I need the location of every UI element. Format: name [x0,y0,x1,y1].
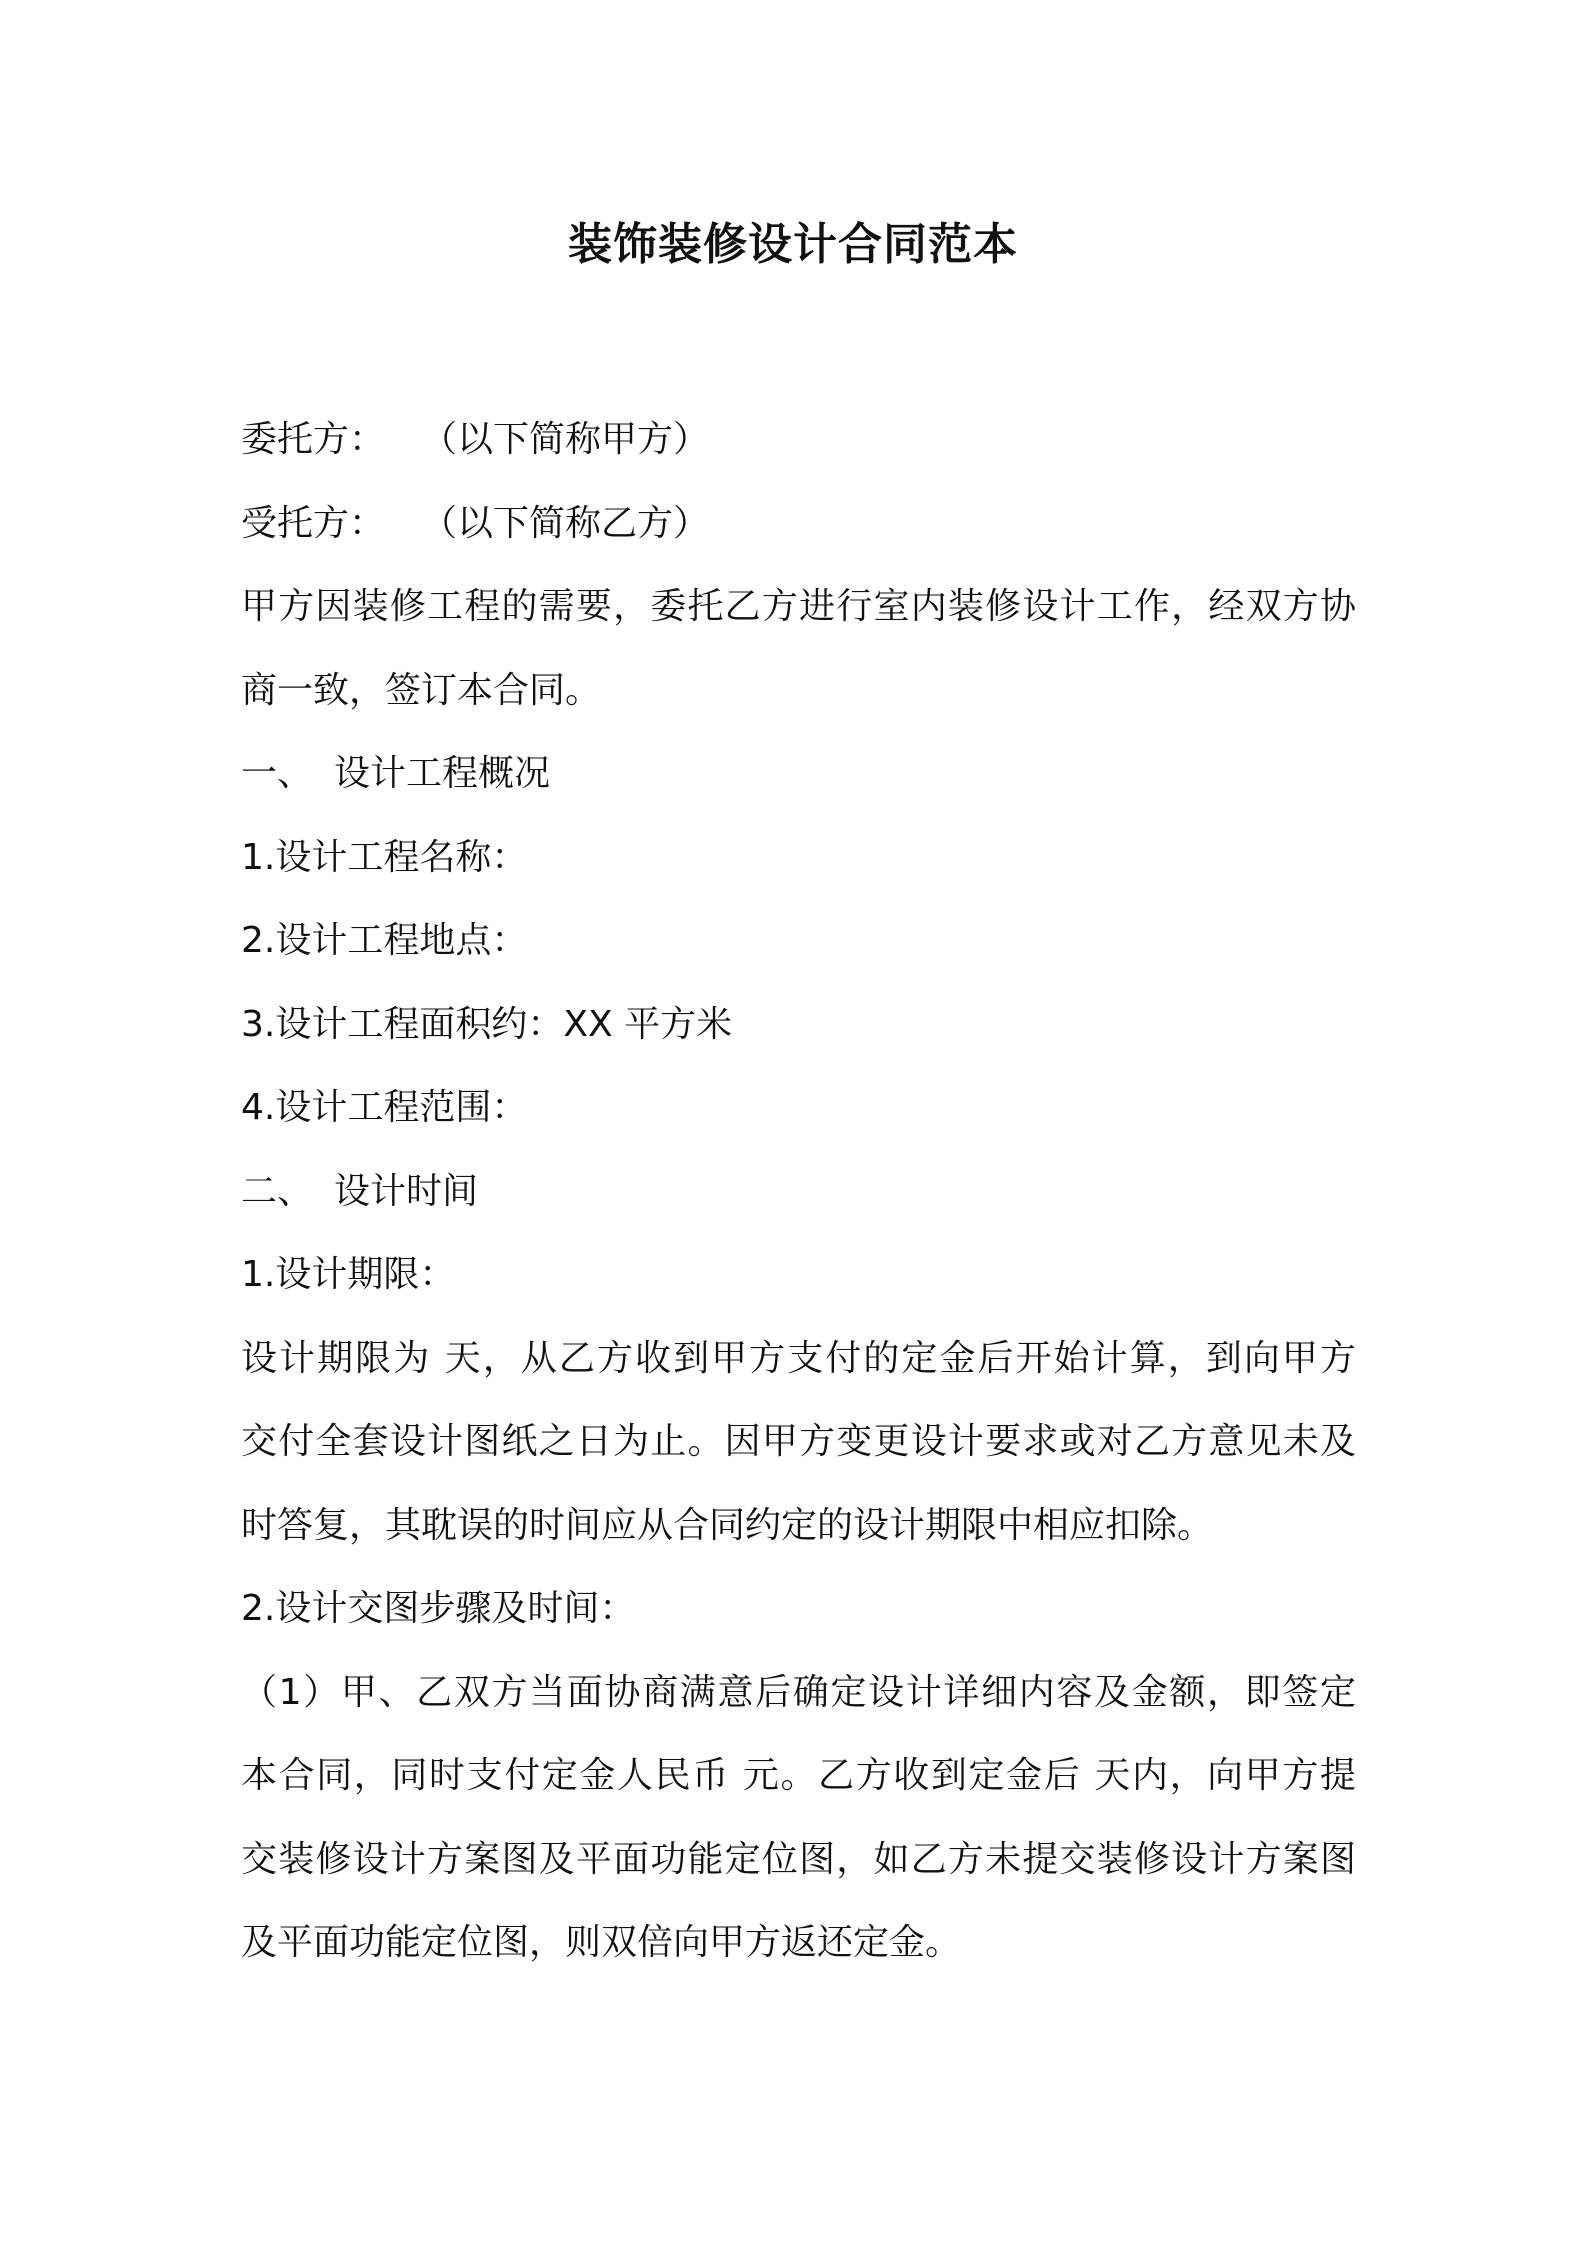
paragraph-1-line: 交付全套设计图纸之日为止。因甲方变更设计要求或对乙方意见未及 [241,1421,1356,1462]
section-1-item: 2.设计工程地点： [241,920,528,961]
section-2-heading [241,1150,1356,1234]
paragraph-1-line: 设计期限为 天，从乙方收到甲方支付的定金后开始计算，到向甲方 [241,1337,1356,1379]
intro-line-1: 甲方因装修工程的需要，委托乙方进行室内装修设计工作，经双方协 [241,586,1356,627]
paragraph-2-line: （1）甲、乙双方当面协商满意后确定设计详细内容及金额，即签定 [241,1671,1356,1713]
section-2-item-2: 2.设计交图步骤及时间： [241,1588,636,1629]
section-1-item: 3.设计工程面积约：XX 平方米 [241,1003,733,1045]
document-body [241,398,1356,1985]
section-1-item: 4.设计工程范围： [241,1087,528,1128]
document-title: 装饰装修设计合同范本 [568,219,1018,270]
section-2-item-1: 1.设计期限： [241,1254,456,1295]
paragraph-1-line: 时答复，其耽误的时间应从合同约定的设计期限中相应扣除。 [241,1504,1214,1546]
contractor-note: （以下简称乙方） [421,502,710,544]
section-1-heading [241,732,1356,816]
paragraph-2-line: 及平面功能定位图，则双倍向甲方返还定金。 [241,1922,962,1963]
client-note: （以下简称甲方） [421,419,710,460]
client-line [241,398,1356,482]
paragraph-2-line: 交装修设计方案图及平面功能定位图，如乙方未提交装修设计方案图 [241,1838,1356,1880]
section-1-item: 1.设计工程名称： [241,836,528,878]
section-1-number: 一、 [241,753,314,794]
section-1-title: 设计工程概况 [334,753,551,794]
paragraph-2-line: 本合同，同时支付定金人民币 元。乙方收到定金后 天内，向甲方提 [241,1755,1356,1796]
section-2-title: 设计时间 [334,1170,479,1212]
contractor-label: 受托方： [241,502,386,544]
contractor-line [241,482,1356,566]
client-label: 委托方： [241,419,386,460]
section-2-number: 二、 [241,1170,314,1212]
intro-line-2: 商一致，签订本合同。 [241,669,602,711]
